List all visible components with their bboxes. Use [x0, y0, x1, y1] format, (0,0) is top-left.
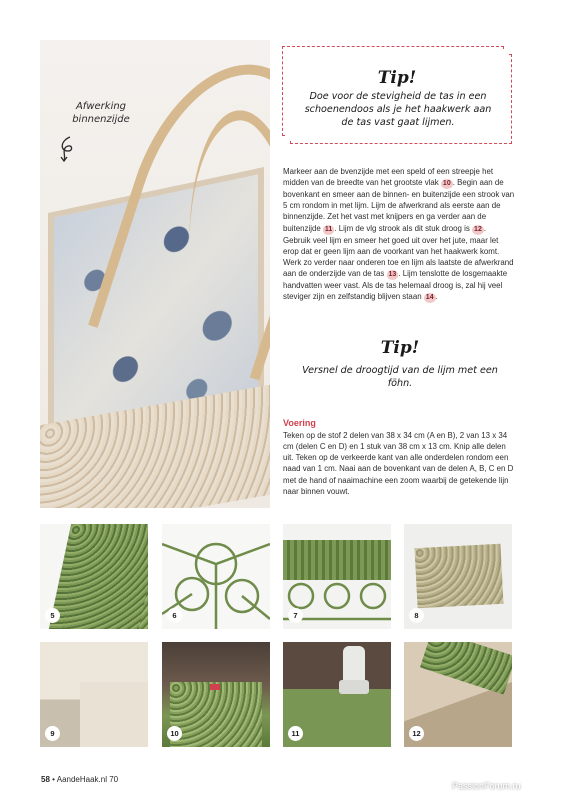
- instructions-paragraph: [283, 166, 515, 303]
- body-text-segment: . Lijm de vlg strook als dit stuk droog is: [334, 223, 473, 233]
- body-text-segment: . Gebruik veel lijm en smeer het goed uit over het jute, maar let erop dat er geen lijm aan de voorkant van het haakwerk komt. Werk zo verder naar onderen toe en lijm als laatste de afwerkrand aan de onderzijde van de tas: [283, 223, 514, 279]
- step-reference-badge: 10: [442, 180, 451, 188]
- page-number: 58: [41, 775, 50, 784]
- magazine-name: AandeHaak.nl 70: [56, 775, 119, 784]
- step-photo-8: [404, 524, 512, 629]
- watermark: PassionForum.ru: [452, 781, 521, 791]
- tip-plain: [300, 338, 500, 390]
- step-number-badge: 9: [45, 726, 60, 741]
- step-number-badge: 6: [167, 608, 182, 623]
- tip-box: [282, 46, 514, 144]
- step-number-badge: 12: [409, 726, 424, 741]
- step-photo-10: [162, 642, 270, 747]
- step-number-badge: 10: [167, 726, 182, 741]
- step-number-badge: 8: [409, 608, 424, 623]
- page-footer: [41, 775, 118, 784]
- section-heading-voering: Voering: [283, 418, 316, 428]
- footer-bullet: •: [52, 775, 55, 784]
- tip-title: Tip!: [380, 338, 420, 358]
- tip-box-inner: [286, 50, 508, 140]
- tip-text: Doe voor de stevigheid de tas in een schoenendoos als je het haakwerk aan de tas vast gaat lijmen.: [304, 91, 492, 128]
- tip-title: Tip!: [377, 68, 417, 88]
- step-photo-12: [404, 642, 512, 747]
- step-reference-badge: 12: [474, 225, 482, 233]
- step-photo-9: [40, 642, 148, 747]
- step-reference-badge: 14: [425, 294, 434, 302]
- step-reference-badge: 11: [324, 225, 333, 233]
- step-photo-5: [40, 524, 148, 629]
- step-photo-7: [283, 524, 391, 629]
- step-photo-11: [283, 642, 391, 747]
- body-text-segment: . Begin aan de bovenkant en smeer aan de binnen- en buitenzijde een strook van 5 cm rondom in met lijm. Lijm de afwerkrand als eerste aan de binnenzijde. Zet het vast met knijpers en ga verder aan de buitenzijde: [283, 178, 515, 233]
- curly-arrow-icon: [56, 135, 80, 163]
- step-number-badge: 5: [45, 608, 60, 623]
- tip-text: Versnel de droogtijd van de lijm met een föhn.: [302, 365, 498, 389]
- body-text-segment: Markeer aan de bvenzijde met een speld of een streepje het midden van de breedte van het grootste vlak: [283, 167, 494, 188]
- body-text-segment: . Lijm tenslotte de losgemaakte handvatten weer vast. Als de tas helemaal droog is, zal hij veel steviger zijn en zelfstandig blijven staan: [283, 269, 508, 302]
- step-number-badge: 11: [288, 726, 303, 741]
- body-text-segment: .: [435, 292, 438, 302]
- voering-paragraph: Teken op de stof 2 delen van 38 x 34 cm (A en B), 2 van 13 x 34 cm (delen C en D) en 1 stuk van 38 cm x 13 cm. Knip alle delen uit. Teken op de verkeerde kant van alle onderdelen rondom een naad van 1 cm. Naai aan de bovenkant van de delen A, B, C en D met de hand of naaimachine een zoom waarbij de getekende lijn naar binnen vouwt.: [283, 431, 514, 496]
- step-photo-6: [162, 524, 270, 629]
- photo-caption: Afwerking binnenzijde: [72, 101, 130, 125]
- step-number-badge: 7: [288, 608, 303, 623]
- step-reference-badge: 13: [388, 271, 397, 279]
